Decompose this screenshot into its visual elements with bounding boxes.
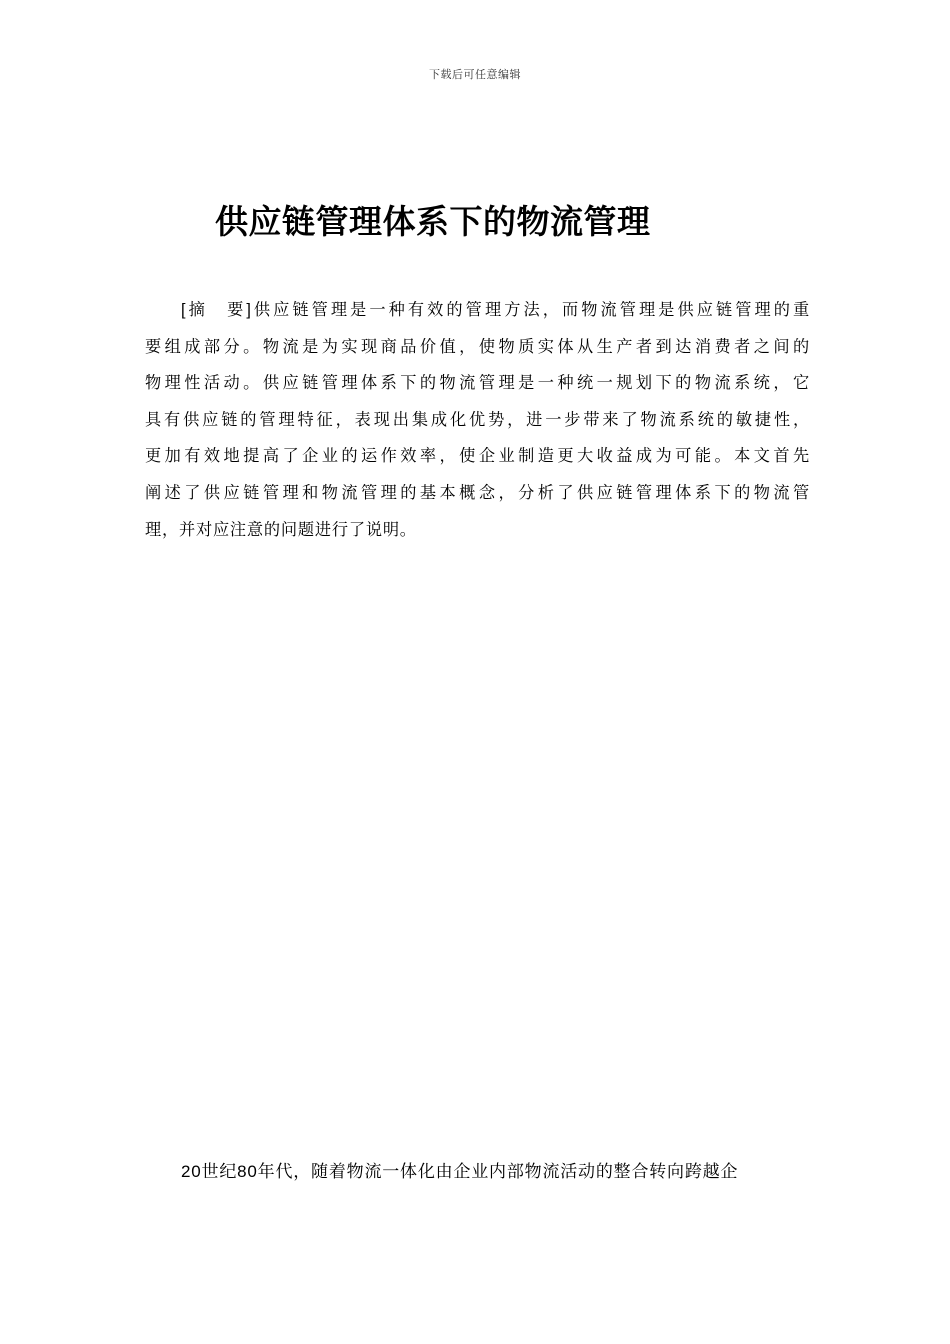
abstract-line: 要组成部分。物流是为实现商品价值，使物质实体从生产者到达消费者之间的 [145, 336, 810, 356]
abstract-line: 理，并对应注意的问题进行了说明。 [145, 519, 417, 539]
abstract-line-text: 供应链管理是一种有效的管理方法，而物流管理是供应链管理的重 [251, 300, 810, 319]
body-paragraph [181, 1157, 821, 1182]
abstract-line: 物理性活动。供应链管理体系下的物流管理是一种统一规划下的物流系统，它 [145, 373, 810, 393]
abstract-line: 具有供应链的管理特征，表现出集成化优势，进一步带来了物流系统的敏捷性， [145, 409, 810, 429]
document-title: 供应链管理体系下的物流管理 [215, 202, 651, 241]
body-text: 世纪 [201, 1162, 238, 1182]
body-number: 80 [237, 1162, 258, 1181]
header-note: 下载后可任意编辑 [429, 68, 521, 81]
abstract-line: 更加有效地提高了企业的运作效率，使企业制造更大收益成为可能。本文首先 [145, 446, 810, 466]
body-number: 20 [181, 1162, 202, 1181]
abstract-line [145, 292, 810, 329]
body-text: 年代，随着物流一体化由企业内部物流活动的整合转向跨越企 [257, 1162, 739, 1182]
abstract-line: 阐述了供应链管理和物流管理的基本概念，分析了供应链管理体系下的物流管 [145, 482, 810, 502]
abstract-label: [摘 要] [181, 301, 252, 319]
abstract-paragraph [145, 292, 810, 548]
